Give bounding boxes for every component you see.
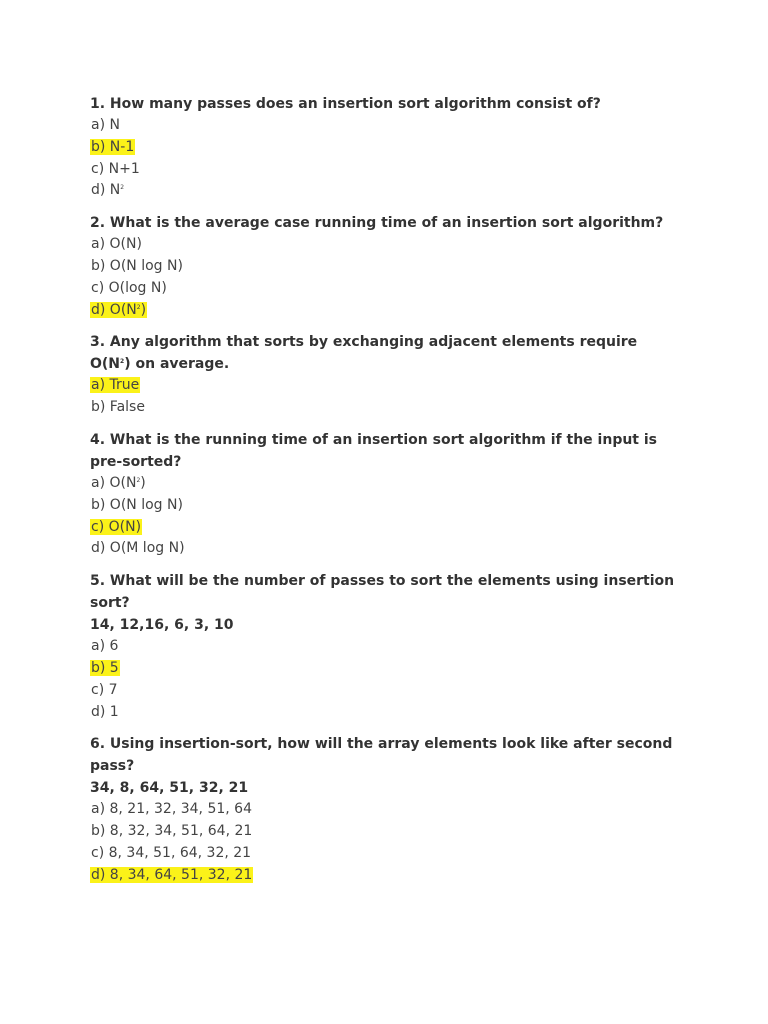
question-input-values: 14, 12,16, 6, 3, 10 <box>90 617 234 634</box>
option-a: a) 8, 21, 32, 34, 51, 64 <box>91 801 252 818</box>
question-6 <box>90 733 680 886</box>
question-text: 5. What will be the number of passes to sort the elements using insertion sort? <box>90 573 675 612</box>
quiz-content <box>90 93 680 897</box>
option-a: a) O(N) <box>91 236 142 253</box>
option-a-correct: a) True <box>91 377 140 394</box>
question-text: 1. How many passes does an insertion sort algorithm consist of? <box>90 96 601 112</box>
option-c: c) O(log N) <box>91 279 167 296</box>
option-b-correct: b) N-1 <box>91 138 135 155</box>
question-text: 4. What is the running time of an insertion sort algorithm if the input is pre-sorted? <box>90 431 657 470</box>
option-b: b) False <box>91 399 145 416</box>
option-d-correct: d) $O(N^2)$ <box>91 301 147 318</box>
question-text: 3. Any algorithm that sorts by exchanging adjacent elements require $O(N^2)$ on average. <box>90 334 638 373</box>
question-input-values: 34, 8, 64, 51, 32, 21 <box>90 780 249 797</box>
question-2 <box>90 212 680 321</box>
option-d: d) 1 <box>91 703 119 720</box>
option-b: b) O(N log N) <box>91 496 183 513</box>
option-a: a) 6 <box>91 638 119 655</box>
option-d: d) O(M log N) <box>91 540 185 557</box>
option-c: c) 8, 34, 51, 64, 32, 21 <box>91 844 252 861</box>
option-a: a) N <box>91 117 120 133</box>
option-b: b) O(N log N) <box>91 257 183 274</box>
question-text: 2. What is the average case running time of an insertion sort algorithm? <box>90 215 664 232</box>
option-c-correct: c) O(N) <box>91 518 142 535</box>
option-d: d) $N^2$ <box>91 182 125 199</box>
question-4 <box>90 429 680 560</box>
question-1 <box>90 93 680 202</box>
option-b-correct: b) 5 <box>91 659 119 676</box>
option-a: a) $O(N^2)$ <box>91 474 146 491</box>
question-5 <box>90 570 680 723</box>
question-3 <box>90 331 680 419</box>
option-d-correct: d) 8, 34, 64, 51, 32, 21 <box>91 866 253 883</box>
question-text: 6. Using insertion-sort, how will the array elements look like after second pass? <box>90 736 673 775</box>
option-b: b) 8, 32, 34, 51, 64, 21 <box>91 823 253 840</box>
option-c: c) N+1 <box>91 160 140 177</box>
option-c: c) 7 <box>91 681 118 698</box>
